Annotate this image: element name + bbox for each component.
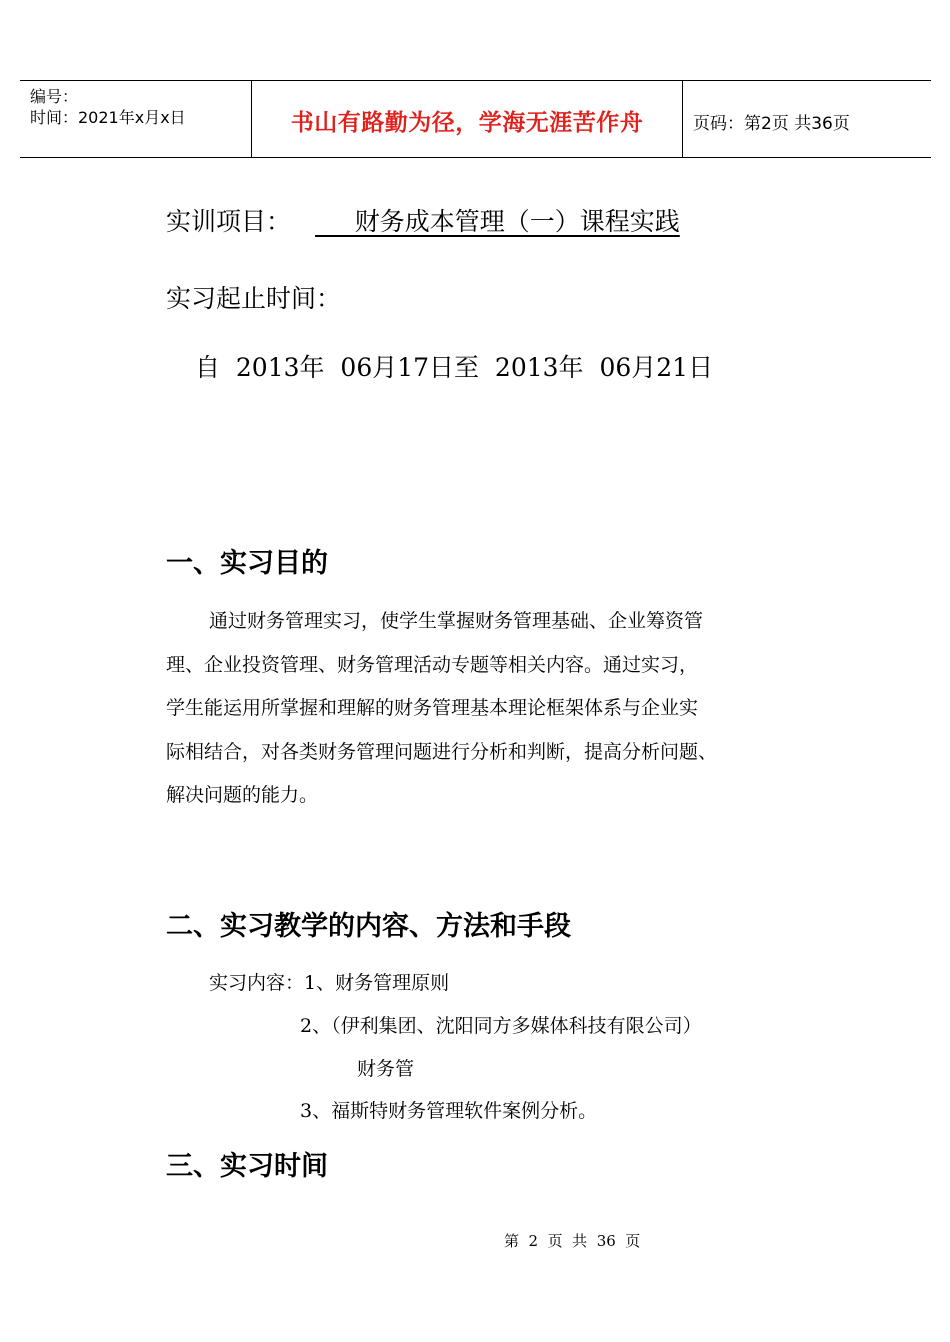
purpose-line: 通过财务管理实习，使学生掌握财务管理基础、企业筹资管 (209, 610, 704, 632)
content-item: 财务管 (357, 1058, 415, 1080)
header-motto: 书山有路勤为径，学海无涯苦作舟 (290, 110, 644, 136)
header-meta-cell (20, 81, 252, 157)
document-header (20, 80, 931, 158)
purpose-line: 际相结合，对各类财务管理问题进行分析和判断，提高分析问题、 (166, 741, 718, 763)
section-heading-time: 三、实习时间 (166, 1151, 328, 1182)
section-heading-purpose: 一、实习目的 (166, 548, 328, 579)
period-label: 实习起止时间： (166, 284, 342, 313)
project-row (166, 202, 680, 238)
content-item: 实习内容：1、财务管理原则 (209, 972, 450, 994)
header-page-cell (683, 81, 931, 157)
content-item: 2、（伊利集团、沈阳同方多媒体科技有限公司） (300, 1015, 702, 1037)
header-number-label: 编号： (30, 87, 79, 106)
section-heading-content: 二、实习教学的内容、方法和手段 (166, 911, 571, 942)
header-time-label: 时间：2021年x月x日 (30, 108, 186, 127)
header-motto-cell (252, 81, 683, 157)
project-label: 实训项目： (166, 207, 292, 236)
project-value: 财务成本管理（一）课程实践 (315, 207, 680, 236)
purpose-line: 学生能运用所掌握和理解的财务管理基本理论框架体系与企业实 (166, 697, 699, 719)
content-item: 3、福斯特财务管理软件案例分析。 (300, 1100, 598, 1122)
purpose-line: 理、企业投资管理、财务管理活动专题等相关内容。通过实习， (166, 654, 699, 676)
page-footer: 第 2 页 共 36 页 (504, 1232, 641, 1250)
header-page-label: 页码：第2页 共36页 (693, 114, 850, 134)
purpose-line: 解决问题的能力。 (166, 784, 319, 806)
period-value: 自 2013年 06月17日至 2013年 06月21日 (195, 353, 714, 382)
